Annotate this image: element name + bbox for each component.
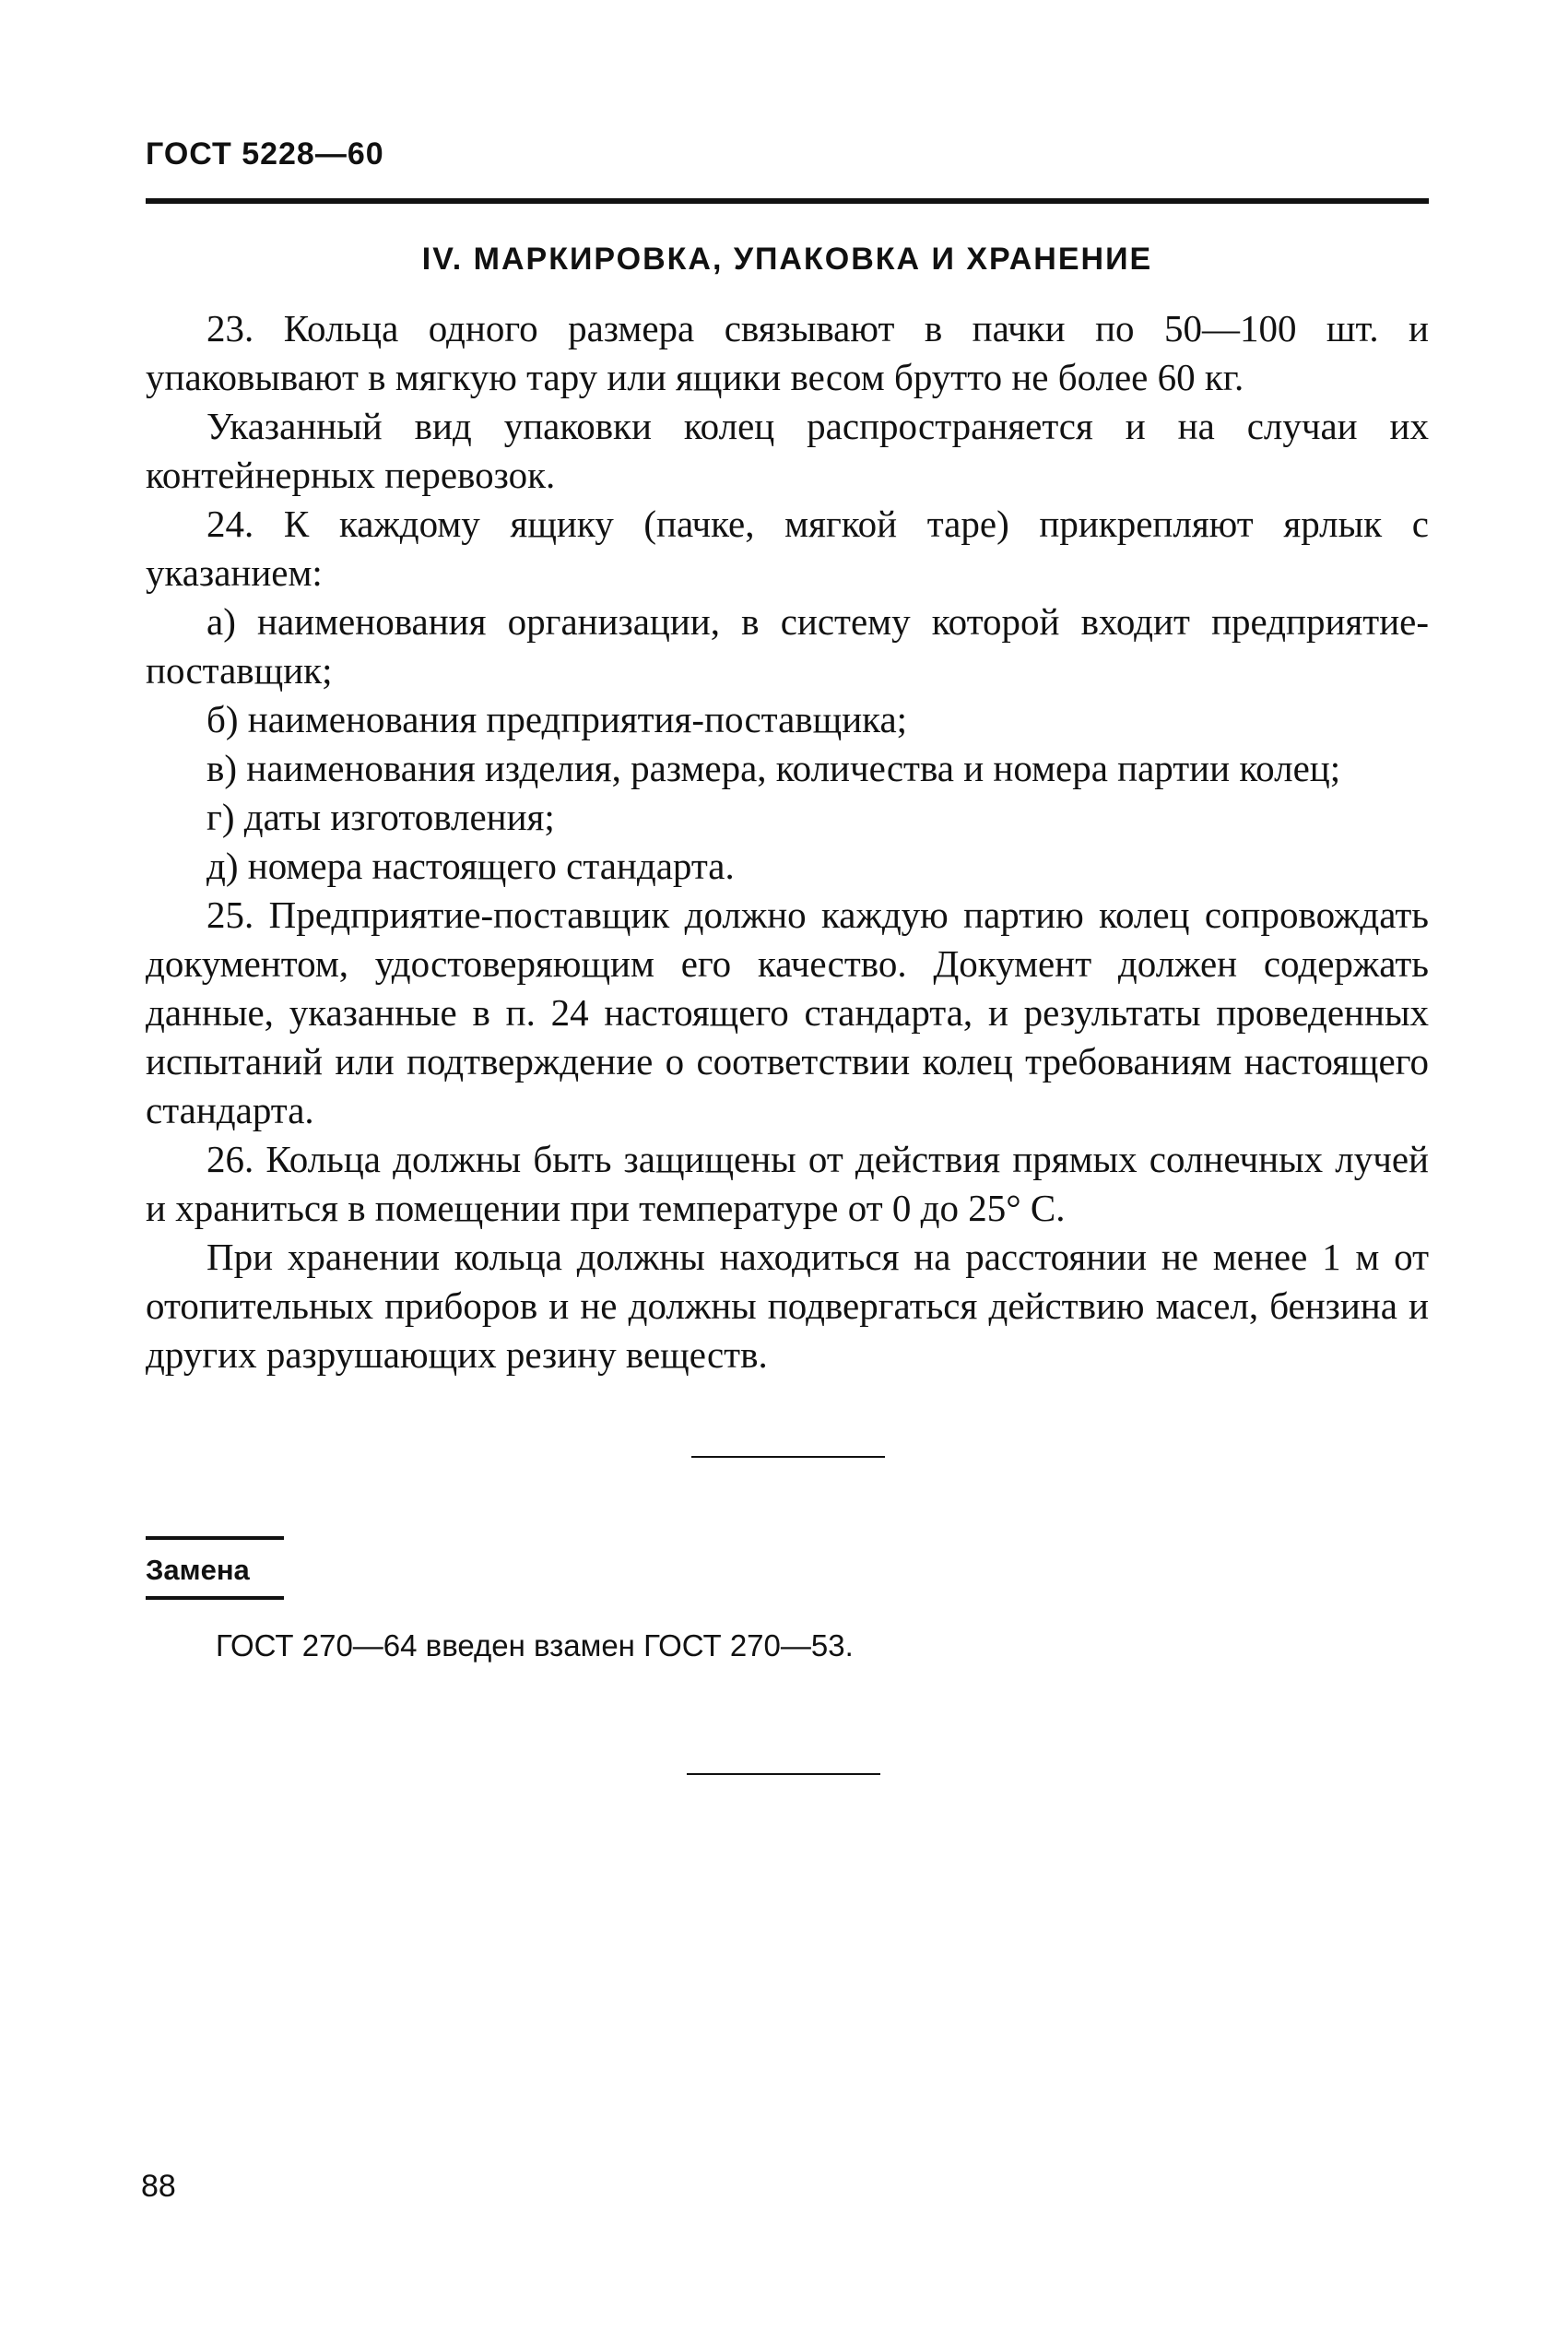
list-item-a: а) наименования организации, в систему которой входит предприятие-поставщик; — [146, 600, 1429, 692]
replacement-label: Замена — [146, 1554, 250, 1586]
section-end-divider — [691, 1456, 885, 1458]
replacement-top-rule — [146, 1536, 284, 1540]
replacement-bottom-rule — [146, 1596, 284, 1600]
replacement-end-divider — [687, 1773, 880, 1775]
paragraph-26: 26. Кольца должны быть защищены от действия прямых солнечных лучей и храниться в помещении при температуре от 0 до 25° С. — [146, 1138, 1429, 1229]
paragraph-storage-note: При хранении кольца должны находиться на расстоянии не менее 1 м от отопительных приборов и не должны подвергаться действию масел, бензина и других разрушающих резину веществ. — [146, 1236, 1429, 1376]
section-title: IV. МАРКИРОВКА, УПАКОВКА И ХРАНЕНИЕ — [421, 242, 1153, 277]
paragraph-23: 23. Кольца одного размера связывают в пачки по 50—100 шт. и упаковывают в мягкую тару или ящики весом брутто не более 60 кг. — [146, 307, 1429, 398]
paragraph-25: 25. Предприятие-поставщик должно каждую партию колец сопровождать документом, удостоверяющим его качество. Документ должен содержать данные, указанные в п. 24 настоящего стандарта, и результаты проведенных испытаний или подтверждение о соответствии колец требованиям настоящего стандарта. — [146, 893, 1429, 1131]
list-item-g: г) даты изготовления; — [206, 796, 555, 838]
list-item-d: д) номера настоящего стандарта. — [206, 845, 735, 887]
paragraph-packing-note: Указанный вид упаковки колец распространяется и на случаи их контейнерных перевозок. — [146, 405, 1429, 496]
list-item-v: в) наименования изделия, размера, количества и номера партии колец; — [206, 747, 1341, 789]
paragraph-24: 24. К каждому ящику (пачке, мягкой таре) прикрепляют ярлык с указанием: — [146, 503, 1429, 594]
section-body — [146, 304, 1429, 1379]
document-header: ГОСТ 5228—60 — [146, 136, 384, 172]
header-divider — [146, 198, 1429, 204]
replacement-text: ГОСТ 270—64 введен взамен ГОСТ 270—53. — [216, 1628, 854, 1662]
list-item-b: б) наименования предприятия-поставщика; — [206, 698, 908, 740]
page-number: 88 — [141, 2169, 176, 2204]
